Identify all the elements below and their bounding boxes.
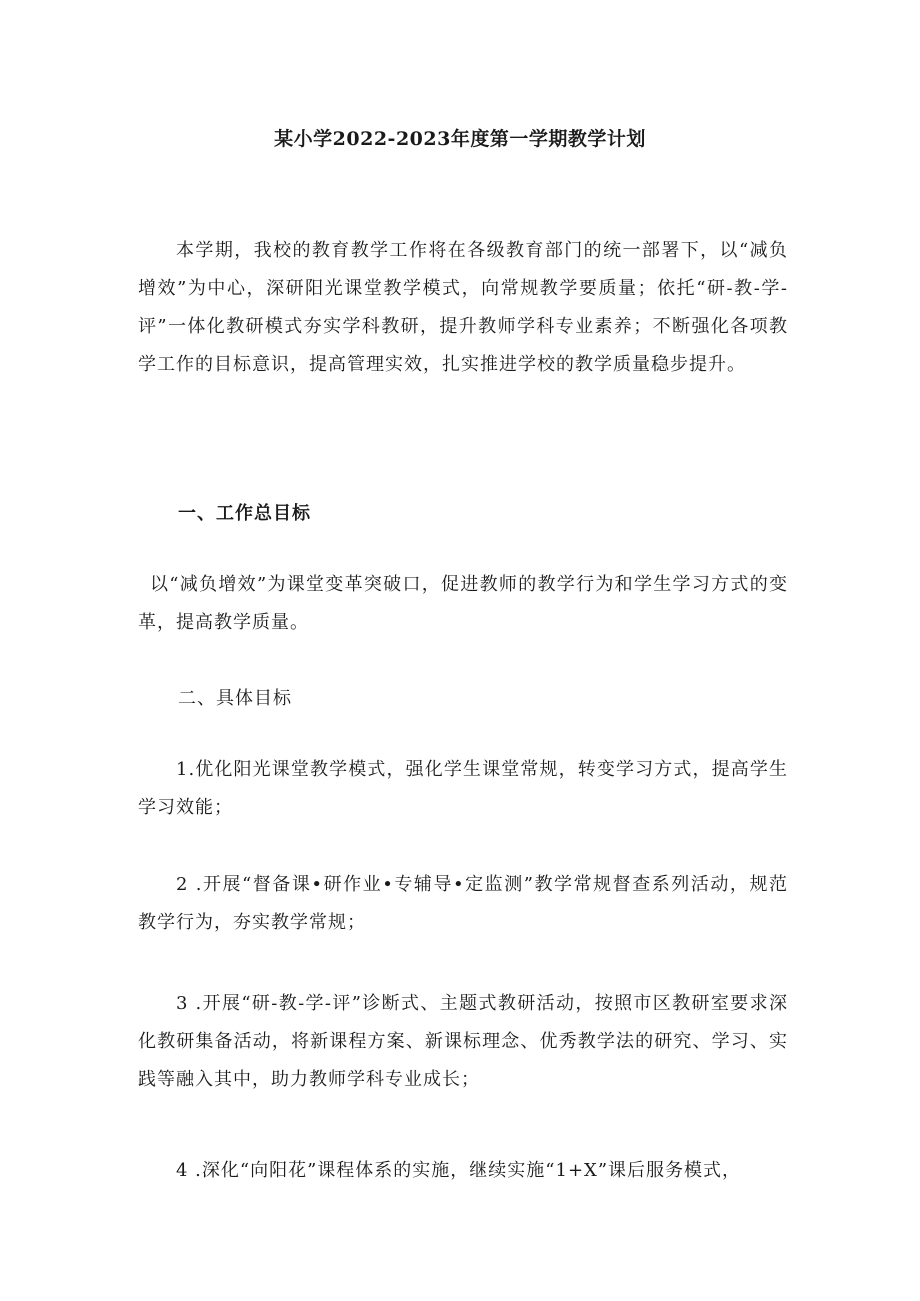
document-title: 某小学2022-2023年度第一学期教学计划: [274, 128, 646, 150]
section-1-paragraph: 以“减负增效”为课堂变革突破口，促进教师的教学行为和学生学习方式的变革，提高教学质量。: [138, 574, 788, 633]
section-2-heading: 二、具体目标: [178, 688, 292, 709]
goal-item-2: 2 .开展“督备课•研作业•专辅导•定监测”教学常规督查系列活动，规范教学行为，夯实教学常规；: [138, 874, 788, 933]
goal-item-3: 3 .开展“研-教-学-评”诊断式、主题式教研活动，按照市区教研室要求深化教研集备活动，将新课程方案、新课标理念、优秀教学法的研究、学习、实践等融入其中，助力教师学科专业成长；: [138, 993, 788, 1090]
intro-paragraph: 本学期，我校的教育教学工作将在各级教育部门的统一部署下，以“减负增效”为中心，深研阳光课堂教学模式，向常规教学要质量；依托“研-教-学-评”一体化教研模式夯实学科教研，提升教师学科专业素养；不断强化各项教学工作的目标意识，提高管理实效，扎实推进学校的教学质量稳步提升。: [138, 240, 788, 375]
goal-item-4: 4 .深化“向阳花”课程体系的实施，继续实施“1+X”课后服务模式，: [176, 1160, 742, 1181]
section-1-heading: 一、工作总目标: [178, 503, 311, 524]
goal-item-1: 1.优化阳光课堂教学模式，强化学生课堂常规，转变学习方式，提高学生学习效能；: [138, 759, 788, 818]
